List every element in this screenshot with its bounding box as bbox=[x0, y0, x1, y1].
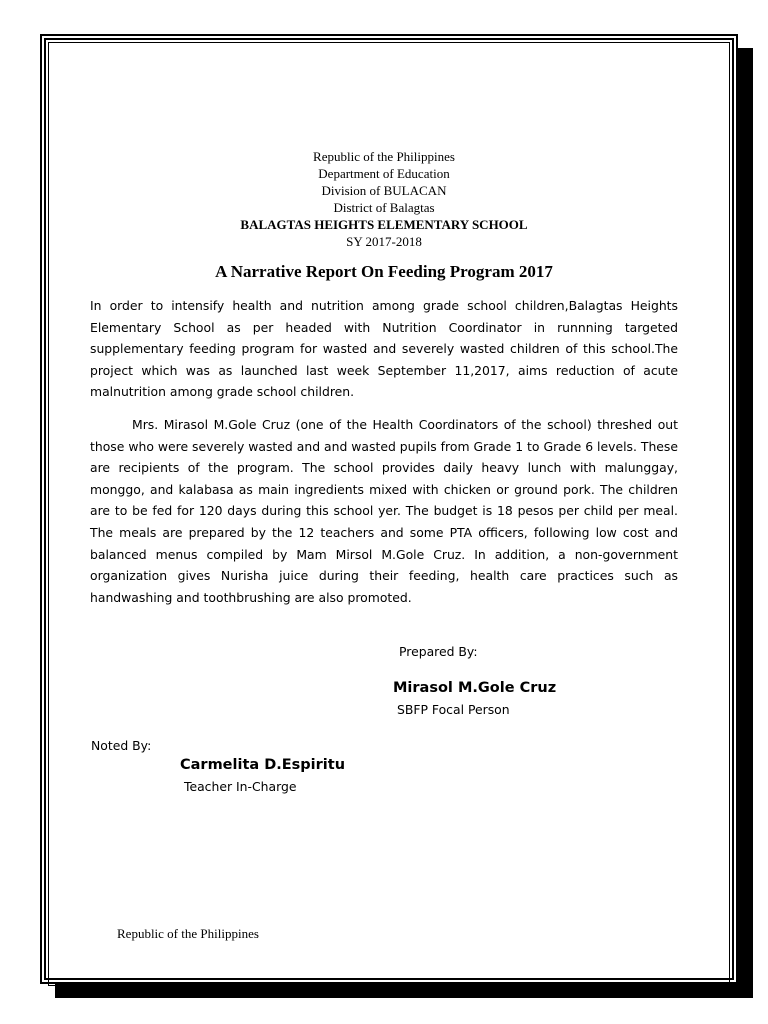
letterhead-school: BALAGTAS HEIGHTS ELEMENTARY SCHOOL bbox=[240, 217, 528, 232]
paragraph-details bbox=[90, 414, 678, 608]
footer-text: Republic of the Philippines bbox=[117, 926, 259, 941]
preparer-name: Mirasol M.Gole Cruz bbox=[393, 680, 557, 696]
paragraph-details-text: Mrs. Mirasol M.Gole Cruz (one of the Health Coordinators of the school) threshed out those who were severely wasted and and wasted pupils from Grade 1 to Grade 6 levels. These are recipients of the program. The school provides daily heavy lunch with malunggay, monggo, and kalabasa as main ingredients mixed with chicken or ground pork. The children are to be fed for 120 days during this school yer. The budget is 18 pesos per child per meal. The meals are prepared by the 12 teachers and some PTA officers, following low cost and balanced menus compiled by Mam Mirsol M.Gole Cruz. In addition, a non-government organization gives Nurisha juice during their feeding, health care practices such as handwashing and toothbrushing are also promoted. bbox=[90, 417, 678, 605]
letterhead bbox=[0, 148, 768, 250]
paragraph-intro: In order to intensify health and nutrition among grade school children,Balagtas Heights Elementary School as per headed with Nutrition Coordinator in runnning targeted supplementary feeding program for wasted and severely wasted children of this school.The project which was as launched last week September 11,2017, aims reduction of acute malnutrition among grade school children. bbox=[90, 298, 678, 400]
letterhead-school-year: SY 2017-2018 bbox=[346, 234, 422, 249]
letterhead-country: Republic of the Philippines bbox=[313, 149, 455, 164]
letterhead-department: Department of Education bbox=[318, 166, 450, 181]
letterhead-division: Division of BULACAN bbox=[321, 183, 447, 198]
report-title: A Narrative Report On Feeding Program 2017 bbox=[215, 262, 553, 281]
prepared-by-label: Prepared By: bbox=[399, 644, 478, 659]
letterhead-district: District of Balagtas bbox=[333, 200, 435, 215]
preparer-role: SBFP Focal Person bbox=[397, 702, 510, 717]
noted-by-label: Noted By: bbox=[91, 738, 152, 753]
noter-role: Teacher In-Charge bbox=[184, 779, 297, 794]
noter-name: Carmelita D.Espiritu bbox=[180, 757, 346, 773]
